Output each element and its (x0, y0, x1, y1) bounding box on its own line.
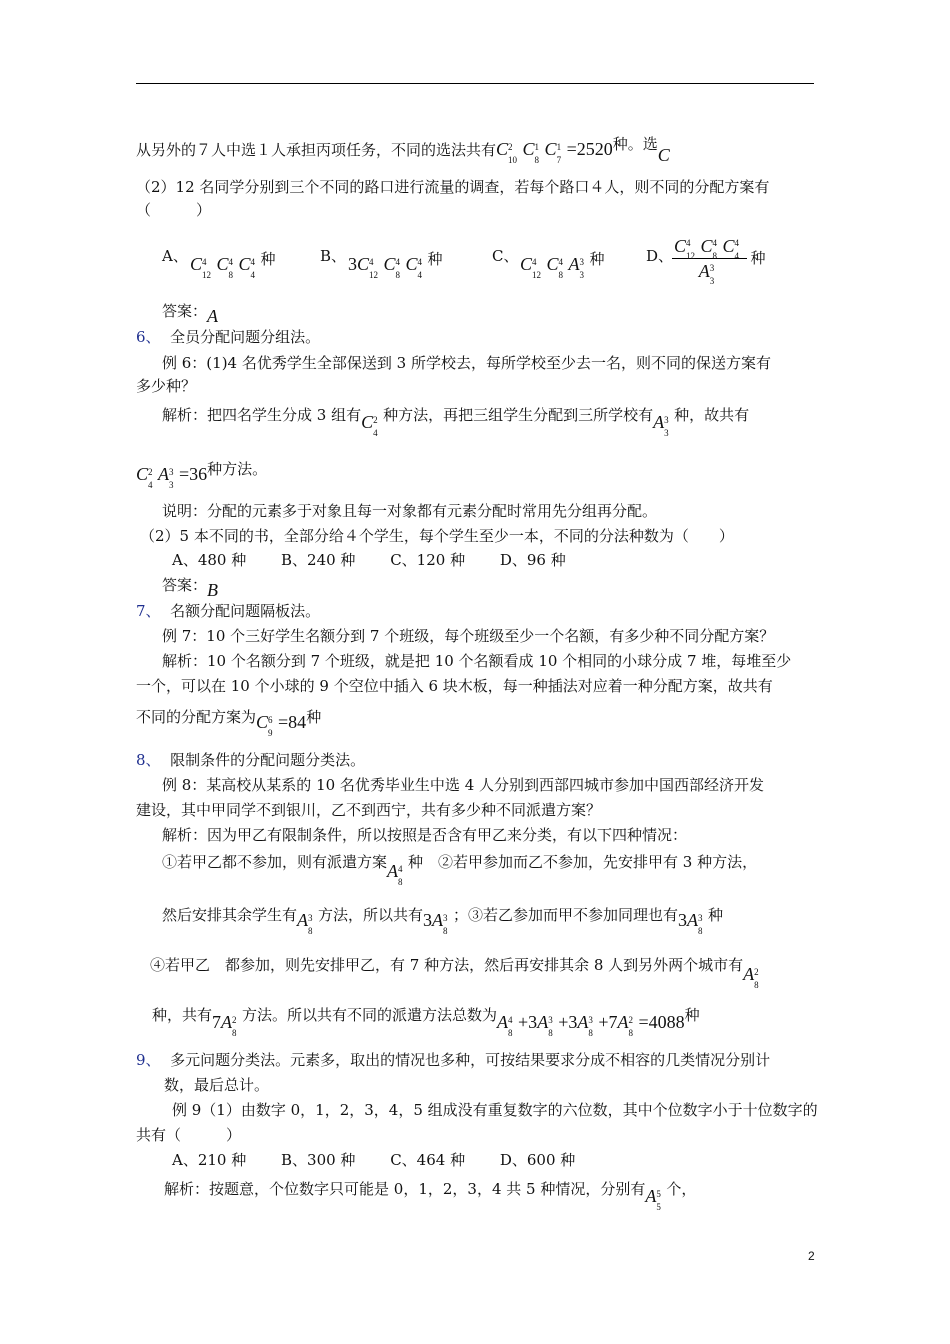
options-line: A、210 种 B、300 种 C、464 种 D、600 种 (172, 1151, 576, 1169)
text-line: 例 6：(1)4 名优秀学生全部保送到 3 所学校去，每所学校至少去一名，则不同的保送方案有 (162, 354, 771, 372)
text-line: 种，共有7A 2 8 方法。所以共有不同的派遣方法总数为A 4 8 +3A 3 8 +3A 3 8 +7A 2 8 =4088种 (152, 1006, 700, 1038)
text-line: 解析：把四名学生分成 3 组有C 2 4 种方法，再把三组学生分配到三所学校有A 3 3 种，故共有 (162, 406, 750, 438)
option-d-expr: C 4 12 C 4 8 C 4 4 A 3 3 种 (674, 236, 766, 286)
text-line: 解析：10 个名额分到 7 个班级，就是把 10 个名额看成 10 个相同的小球分成 7 堆，每堆至少 (162, 652, 792, 670)
answer-letter: A (207, 306, 219, 326)
option-a-label: A、 (162, 247, 188, 265)
text-line: 多少种？ (136, 377, 197, 395)
section-heading: 8、 限制条件的分配问题分类法。 (136, 751, 366, 769)
option-b-expr: 3C 4 12 C 4 8 C 4 4 种 (348, 250, 443, 280)
text-line: 说明：分配的元素多于对象且每一对象都有元素分配时常用先分组再分配。 (162, 502, 658, 520)
text-line: 共有（ ） (136, 1126, 242, 1144)
text: 从另外的７人中选１人承担丙项任务，不同的选法共有 (136, 141, 497, 159)
text-line: 建设，其中甲同学不到银川，乙不到西宁，共有多少种不同派遣方案？ (136, 801, 602, 819)
text-line: 例 9（1）由数字 0，1，2，3，4，5 组成没有重复数字的六位数，其中个位数字小于十位数字的 (172, 1101, 818, 1119)
text-line: 一个，可以在 10 个小球的 9 个空位中插入 6 块木板，每一种插法对应着一种分配方案，故共有 (136, 677, 773, 695)
option-d-label: D、 (646, 247, 674, 265)
option-c-label: C、 (492, 247, 519, 265)
section-heading: 7、 名额分配问题隔板法。 (136, 602, 321, 620)
option-b-label: B、 (320, 247, 347, 265)
math-result: =2520 (566, 139, 613, 159)
section-heading: 6、 全员分配问题分组法。 (136, 328, 321, 346)
page-number: 2 (808, 1249, 815, 1263)
text-line: ④若甲乙 都参加，则先安排甲乙，有 7 种方法，然后再安排其余 8 人到另外两个城市有A 2 8 (150, 956, 759, 990)
option-c-expr: C 4 12 C 4 8 A 3 3 种 (520, 250, 605, 280)
text-line: 然后安排其余学生有A 3 8 方法，所以共有3A 3 8 ；③若乙参加而甲不参加同理也有3A 3 8 种 (162, 906, 724, 936)
text-line (136, 133, 670, 166)
answer-line (162, 300, 218, 327)
text-line: （ ） (136, 201, 212, 219)
section-heading: 9、 多元问题分类法。元素多，取出的情况也多种，可按结果要求分成不相容的几类情况分别计 (136, 1051, 771, 1069)
options-line: A、480 种 B、240 种 C、120 种 D、96 种 (172, 551, 566, 569)
answer-label: 答案： (162, 302, 208, 320)
text-line: （2）5 本不同的书，全部分给４个学生，每个学生至少一本，不同的分法种数为（ ） (140, 527, 734, 545)
text: 种。选 (612, 135, 658, 153)
text-line: C 2 4 A 3 3 =36种方法。 (136, 460, 268, 490)
text-line: 例 8：某高校从某系的 10 名优秀毕业生中选 4 人分别到西部四城市参加中国西部经济开发 (162, 776, 765, 794)
option-a-expr: C 4 12 C 4 8 C 4 4 种 (190, 250, 276, 280)
text-line: （2）12 名同学分别到三个不同的路口进行流量的调查，若每个路口４人，则不同的分配方案有 (136, 178, 770, 196)
text-line: 例 7：10 个三好学生名额分到 7 个班级，每个班级至少一个名额，有多少种不同分配方案？ (162, 627, 775, 645)
text-line: 数，最后总计。 (164, 1076, 270, 1094)
text-line: 不同的分配方案为C 6 9 =84种 (136, 708, 322, 738)
header-rule (136, 83, 814, 84)
math-expr: C 2 10 C 1 8 C 1 7 (496, 139, 562, 165)
text-line: 解析：因为甲乙有限制条件，所以按照是否含有甲乙来分类，有以下四种情况： (162, 826, 688, 844)
answer-line: 答案：B (162, 576, 219, 600)
answer-letter: C (657, 145, 670, 165)
text-line: 解析：按题意，个位数字只可能是 0，1，2，3，4 共 5 种情况，分别有A 5 5 个， (164, 1180, 697, 1212)
text-line: ①若甲乙都不参加，则有派遣方案A 4 8 种 ②若甲参加而乙不参加，先安排甲有 3 种方法， (162, 853, 758, 887)
